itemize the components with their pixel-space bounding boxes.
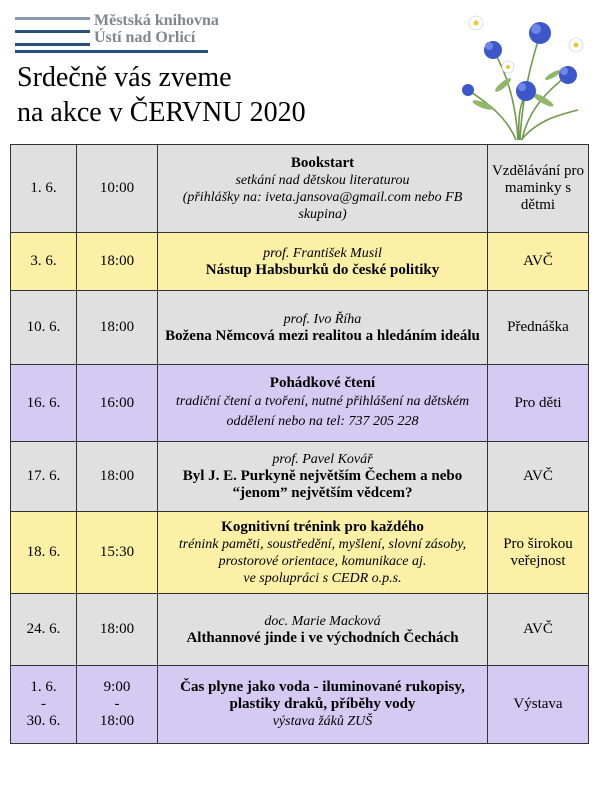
event-type: Vzdělávání pro maminky s dětmi [488, 145, 589, 233]
range-dash: - [41, 696, 46, 712]
event-type: Přednáška [488, 291, 589, 365]
event-title: Pohádkové čtení [269, 374, 376, 391]
range-dash: - [114, 696, 120, 712]
event-date: 3. 6. [11, 233, 77, 291]
logo-underline [15, 50, 208, 53]
event-date: 24. 6. [11, 594, 77, 666]
event-title: Čas plyne jako voda - iluminované rukopisy, plastiky draků, příběhy vody [180, 679, 465, 712]
event-description [158, 594, 488, 666]
event-description [158, 442, 488, 512]
event-speaker: prof. Pavel Kovář [272, 452, 373, 467]
event-type: AVČ [488, 594, 589, 666]
event-date: 10. 6. [11, 291, 77, 365]
event-description [158, 233, 488, 291]
event-type: Pro širokou veřejnost [488, 512, 589, 594]
event-description [158, 365, 488, 442]
event-date: 17. 6. [11, 442, 77, 512]
event-date-from: 1. 6. [30, 679, 57, 695]
event-time: 18:00 [77, 594, 158, 666]
event-speaker: doc. Marie Macková [264, 613, 381, 629]
event-time: 18:00 [77, 233, 158, 291]
event-description [158, 291, 488, 365]
heading-line-1: Srdečně vás zveme [17, 62, 232, 93]
event-note: ve spolupráci s CEDR o.p.s. [243, 570, 402, 586]
event-date-range [11, 666, 77, 744]
event-time-from: 9:00 [103, 679, 131, 695]
event-time: 10:00 [77, 145, 158, 233]
event-time: 15:30 [77, 512, 158, 594]
event-date: 16. 6. [11, 365, 77, 442]
event-description [158, 145, 488, 233]
event-description [158, 512, 488, 594]
heading-line-2: na akce v ČERVNU 2020 [17, 97, 306, 128]
logo-stripe [15, 43, 90, 46]
library-town: Ústí nad Orlicí [94, 29, 196, 46]
table-row [11, 442, 589, 512]
event-time: 18:00 [77, 291, 158, 365]
table-row [11, 233, 589, 291]
event-note: (přihlášky na: iveta.jansova@gmail.com nebo FB skupina) [182, 189, 463, 222]
table-row [11, 291, 589, 365]
table-row [11, 145, 589, 233]
table-row [11, 512, 589, 594]
event-title: Byl J. E. Purkyně největším Čechem a nebo “jenom” největším vědcem? [182, 468, 463, 501]
event-type: AVČ [488, 233, 589, 291]
event-title: Kognitivní trénink pro každého [221, 518, 424, 535]
event-date: 1. 6. [11, 145, 77, 233]
cornflower-illustration [448, 5, 593, 140]
event-title: Nástup Habsburků do české politiky [205, 261, 440, 278]
event-subtitle: trénink paměti, soustředění, myšlení, slovní zásoby, prostorové orientace, komunikace aj. [178, 536, 467, 569]
event-time: 18:00 [77, 442, 158, 512]
event-title: Althannové jinde i ve východních Čechách [186, 629, 459, 646]
event-title: Bookstart [290, 154, 355, 171]
page-heading [17, 60, 306, 130]
event-type: Výstava [488, 666, 589, 744]
event-type: AVČ [488, 442, 589, 512]
event-date: 18. 6. [11, 512, 77, 594]
event-type: Pro děti [488, 365, 589, 442]
event-subtitle: setkání nad dětskou literaturou [235, 172, 410, 188]
event-subtitle: tradiční čtení a tvoření, nutné přihlášení na dětském oddělení nebo na tel: 737 205 228 [175, 393, 470, 429]
events-table [10, 144, 589, 744]
event-time-range [77, 666, 158, 744]
table-row [11, 666, 589, 744]
table-row [11, 365, 589, 442]
logo-stripe [15, 17, 90, 20]
event-speaker: prof. František Musil [263, 245, 382, 261]
table-row [11, 594, 589, 666]
event-speaker: prof. Ivo Říha [283, 311, 362, 327]
event-subtitle: výstava žáků ZUŠ [272, 714, 373, 729]
event-time-to: 18:00 [99, 713, 135, 729]
event-time: 16:00 [77, 365, 158, 442]
event-title: Božena Němcová mezi realitou a hledáním ideálu [165, 327, 480, 344]
library-logo [15, 13, 235, 55]
logo-stripe [15, 30, 90, 33]
event-date-to: 30. 6. [26, 713, 61, 729]
library-name: Městská knihovna [94, 12, 219, 29]
event-description [158, 666, 488, 744]
